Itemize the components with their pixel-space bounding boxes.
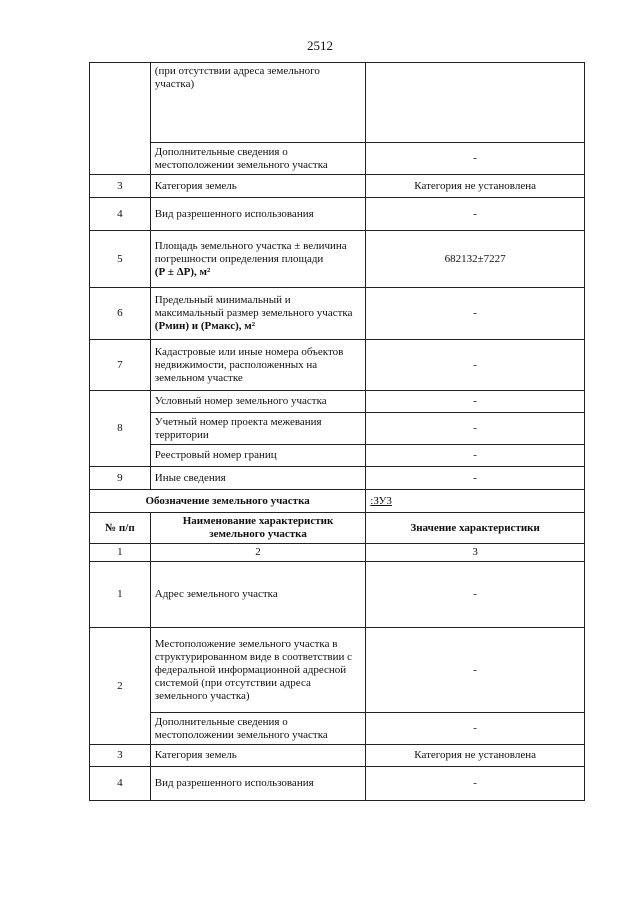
characteristic-name: Кадастровые или иные номера объектов недвижимости, расположенных на земельном участке	[150, 340, 365, 391]
characteristic-value: -	[366, 562, 585, 628]
row-number: 2	[90, 628, 151, 745]
table-row	[90, 413, 585, 445]
characteristic-value: -	[366, 467, 585, 490]
row-number: 5	[90, 231, 151, 288]
table-row	[90, 628, 585, 713]
designation-row	[90, 490, 585, 513]
table-row	[90, 467, 585, 490]
row-number: 9	[90, 467, 151, 490]
table-row	[90, 198, 585, 231]
row-number: 4	[90, 198, 151, 231]
designation-value: :ЗУ3	[366, 490, 585, 513]
characteristic-value: -	[366, 340, 585, 391]
characteristic-name: Дополнительные сведения о местоположении земельного участка	[150, 713, 365, 745]
size-formula: (Рмин) и (Рмакс), м²	[154, 320, 256, 332]
characteristic-value: Категория не установлена	[366, 745, 585, 767]
characteristic-name: Реестровый номер границ	[150, 445, 365, 467]
characteristic-value: -	[366, 143, 585, 175]
characteristic-value: -	[366, 628, 585, 713]
characteristic-name: Адрес земельного участка	[150, 562, 365, 628]
characteristic-name	[150, 231, 365, 288]
row-number: 8	[90, 391, 151, 467]
row-number: 1	[90, 562, 151, 628]
characteristic-name: Иные сведения	[150, 467, 365, 490]
index-cell: 1	[90, 544, 151, 562]
row-number: 3	[90, 745, 151, 767]
characteristic-value: -	[366, 445, 585, 467]
characteristic-value: -	[366, 713, 585, 745]
characteristic-name: Категория земель	[150, 745, 365, 767]
size-label: Предельный минимальный и максимальный размер земельного участка	[154, 294, 353, 319]
table-row	[90, 767, 585, 801]
characteristic-value: Категория не установлена	[366, 175, 585, 198]
characteristic-name: (при отсутствии адреса земельного участка)	[150, 63, 365, 143]
characteristic-name: Учетный номер проекта межевания территории	[150, 413, 365, 445]
table-row	[90, 288, 585, 340]
row-number-cell	[90, 63, 151, 175]
header-name: Наименование характеристик земельного участка	[150, 513, 365, 544]
table-row	[90, 745, 585, 767]
characteristic-name: Вид разрешенного использования	[150, 198, 365, 231]
area-label: Площадь земельного участка ± величина погрешности определения площади	[154, 239, 347, 265]
table-row	[90, 445, 585, 467]
page-number: 2512	[307, 38, 333, 53]
index-row	[90, 544, 585, 562]
characteristic-name: Вид разрешенного использования	[150, 767, 365, 801]
table-row	[90, 340, 585, 391]
characteristic-value: -	[366, 198, 585, 231]
land-plot-table	[89, 62, 585, 801]
row-number: 3	[90, 175, 151, 198]
index-cell: 3	[366, 544, 585, 562]
index-cell: 2	[150, 544, 365, 562]
row-number: 4	[90, 767, 151, 801]
table-row	[90, 562, 585, 628]
characteristic-value: -	[366, 413, 585, 445]
header-value: Значение характеристики	[366, 513, 585, 544]
characteristic-value: 682132±7227	[366, 231, 585, 288]
table-row	[90, 713, 585, 745]
table-row	[90, 391, 585, 413]
characteristic-name: Условный номер земельного участка	[150, 391, 365, 413]
header-row	[90, 513, 585, 544]
header-number: № п/п	[90, 513, 151, 544]
table-row	[90, 63, 585, 143]
table-row	[90, 175, 585, 198]
area-formula: (Р ± ΔР), м²	[154, 265, 211, 278]
characteristic-name: Категория земель	[150, 175, 365, 198]
row-number: 7	[90, 340, 151, 391]
characteristic-value	[366, 63, 585, 143]
characteristic-value: -	[366, 288, 585, 340]
characteristic-name: Дополнительные сведения о местоположении земельного участка	[150, 143, 365, 175]
table-row	[90, 231, 585, 288]
characteristic-name: Местоположение земельного участка в структурированном виде в соответствии с федеральной информационной адресной системой (при отсутствии адреса земельного участка)	[150, 628, 365, 713]
row-number: 6	[90, 288, 151, 340]
characteristic-value: -	[366, 391, 585, 413]
designation-label: Обозначение земельного участка	[90, 490, 366, 513]
characteristic-value: -	[366, 767, 585, 801]
table-row	[90, 143, 585, 175]
characteristic-name	[150, 288, 365, 340]
